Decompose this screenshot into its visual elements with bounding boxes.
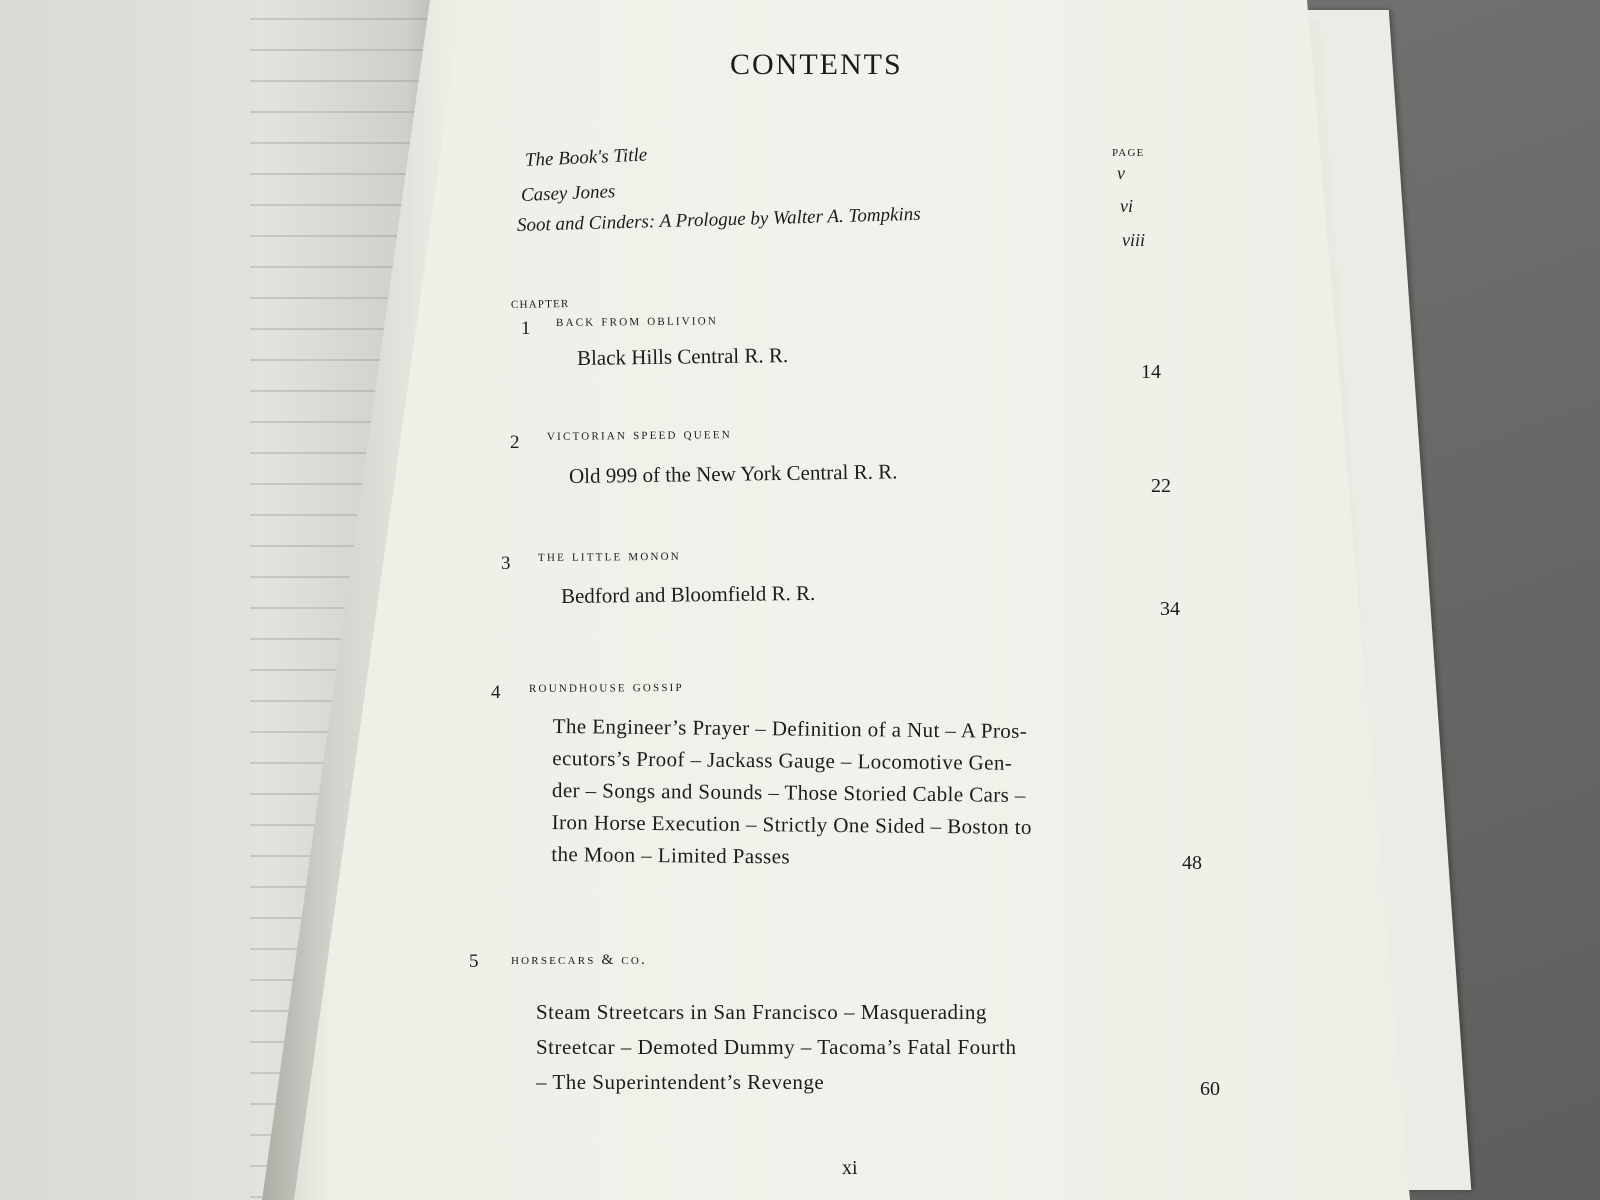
chapter-column-label: CHAPTER [510, 297, 570, 311]
page-column-label: PAGE [1112, 147, 1145, 159]
chapter-description: Old 999 of the New York Central R. R. [568, 459, 898, 488]
description-line: Iron Horse Execution – Strictly One Sided – Boston to [551, 809, 1032, 840]
description-line: Streetcar – Demoted Dummy – Tacoma’s Fatal Fourth [536, 1035, 1017, 1059]
description-line: ecutors’s Proof – Jackass Gauge – Locomotive Gen- [552, 746, 1013, 775]
chapter-description: Bedford and Bloomfield R. R. [560, 580, 816, 608]
front-matter-page: v [1117, 163, 1125, 183]
chapter-description: Black Hills Central R. R. [576, 343, 789, 370]
chapter-page-number: 60 [1200, 1078, 1220, 1100]
contents-heading: CONTENTS [730, 48, 903, 81]
chapter-title: back from oblivion [555, 312, 719, 330]
chapter-title: victorian speed queen [546, 426, 732, 444]
description-line: The Engineer’s Prayer – Definition of a Nut – A Pros- [552, 714, 1028, 743]
folio-page-number: xi [842, 1157, 858, 1179]
chapter-page-number: 14 [1141, 361, 1161, 383]
chapter-title: the little monon [537, 547, 681, 565]
chapter-title: horsecars & co. [511, 952, 647, 968]
chapter-number: 3 [501, 553, 511, 574]
description-line: – The Superintendent’s Revenge [536, 1070, 825, 1094]
chapter-page-number: 22 [1151, 475, 1171, 497]
chapter-number: 4 [491, 682, 501, 703]
chapter-number: 5 [469, 951, 479, 972]
chapter-page-number: 34 [1160, 598, 1180, 620]
chapter-title: roundhouse gossip [528, 678, 684, 696]
description-line: the Moon – Limited Passes [551, 841, 791, 869]
chapter-description [551, 710, 1033, 875]
chapter-page-number: 48 [1182, 852, 1202, 874]
front-matter-title: Soot and Cinders: A Prologue by Walter A. Tompkins [516, 203, 921, 236]
description-line: Steam Streetcars in San Francisco – Masquerading [536, 1000, 987, 1024]
chapter-number: 2 [510, 432, 520, 453]
chapter-description [536, 995, 1016, 1100]
front-matter-title: The Book's Title [524, 144, 648, 171]
front-matter-title: Casey Jones [520, 181, 616, 206]
front-matter-page: viii [1122, 230, 1145, 250]
chapter-number: 1 [521, 318, 531, 339]
description-line: der – Songs and Sounds – Those Storied Cable Cars – [551, 778, 1026, 807]
front-matter-page: vi [1120, 196, 1133, 216]
